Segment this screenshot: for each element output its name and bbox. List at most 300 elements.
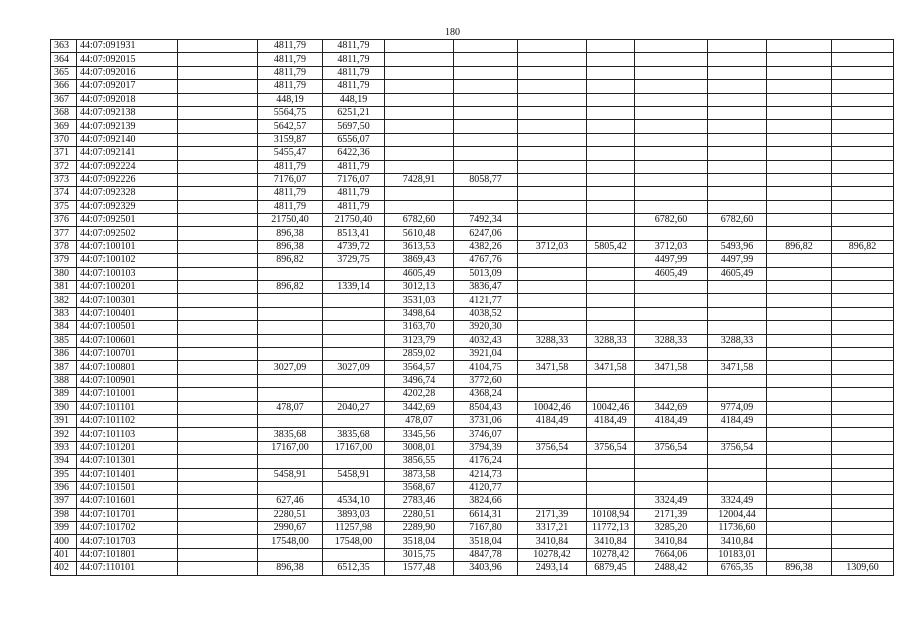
- value-cell: [635, 200, 708, 213]
- value-cell: [518, 106, 587, 119]
- value-cell: [832, 173, 894, 186]
- value-cell: 3498,64: [385, 307, 454, 320]
- value-cell: 3772,60: [454, 374, 518, 387]
- value-cell: [454, 80, 518, 93]
- value-cell: [708, 40, 767, 53]
- row-number-cell: 365: [51, 66, 77, 79]
- value-cell: [832, 455, 894, 468]
- table-row: [51, 133, 894, 146]
- value-cell: [178, 374, 258, 387]
- value-cell: 3756,54: [518, 441, 587, 454]
- value-cell: [518, 120, 587, 133]
- row-number-cell: 386: [51, 347, 77, 360]
- value-cell: 896,82: [258, 254, 323, 267]
- value-cell: [258, 548, 323, 561]
- value-cell: [587, 227, 635, 240]
- value-cell: [178, 80, 258, 93]
- value-cell: 3471,58: [635, 361, 708, 374]
- value-cell: [587, 468, 635, 481]
- value-cell: [635, 455, 708, 468]
- row-number-cell: 387: [51, 361, 77, 374]
- value-cell: [587, 281, 635, 294]
- value-cell: [587, 321, 635, 334]
- value-cell: [518, 200, 587, 213]
- value-cell: [518, 40, 587, 53]
- row-number-cell: 380: [51, 267, 77, 280]
- value-cell: [767, 160, 832, 173]
- value-cell: [635, 468, 708, 481]
- table-row: [51, 535, 894, 548]
- row-number-cell: 393: [51, 441, 77, 454]
- row-number-cell: 370: [51, 133, 77, 146]
- value-cell: 3518,04: [454, 535, 518, 548]
- value-cell: 2493,14: [518, 562, 587, 575]
- value-cell: [587, 120, 635, 133]
- value-cell: [635, 281, 708, 294]
- value-cell: [323, 374, 385, 387]
- value-cell: [635, 347, 708, 360]
- value-cell: [518, 321, 587, 334]
- value-cell: [385, 66, 454, 79]
- value-cell: [767, 495, 832, 508]
- value-cell: [767, 441, 832, 454]
- cadastral-code-cell: 44:07:110101: [77, 562, 178, 575]
- value-cell: 4811,79: [258, 40, 323, 53]
- value-cell: 4497,99: [635, 254, 708, 267]
- value-cell: 9774,09: [708, 401, 767, 414]
- value-cell: 17167,00: [258, 441, 323, 454]
- value-cell: [708, 160, 767, 173]
- row-number-cell: 363: [51, 40, 77, 53]
- value-cell: [587, 455, 635, 468]
- value-cell: [767, 200, 832, 213]
- value-cell: [258, 321, 323, 334]
- value-cell: [832, 187, 894, 200]
- value-cell: 5458,91: [323, 468, 385, 481]
- table-row: [51, 187, 894, 200]
- value-cell: [832, 106, 894, 119]
- value-cell: 4121,77: [454, 294, 518, 307]
- value-cell: 10278,42: [587, 548, 635, 561]
- value-cell: 3285,20: [635, 522, 708, 535]
- value-cell: 3410,84: [587, 535, 635, 548]
- value-cell: [708, 133, 767, 146]
- cadastral-code-cell: 44:07:100301: [77, 294, 178, 307]
- row-number-cell: 373: [51, 173, 77, 186]
- row-number-cell: 371: [51, 147, 77, 160]
- value-cell: [708, 53, 767, 66]
- value-cell: 4184,49: [518, 414, 587, 427]
- row-number-cell: 394: [51, 455, 77, 468]
- value-cell: [832, 133, 894, 146]
- value-cell: [767, 254, 832, 267]
- value-cell: [587, 294, 635, 307]
- cadastral-code-cell: 44:07:092018: [77, 93, 178, 106]
- value-cell: [635, 147, 708, 160]
- value-cell: [832, 200, 894, 213]
- value-cell: 3731,06: [454, 414, 518, 427]
- value-cell: 5013,09: [454, 267, 518, 280]
- value-cell: [587, 80, 635, 93]
- value-cell: 3403,96: [454, 562, 518, 575]
- cadastral-code-cell: 44:07:092016: [77, 66, 178, 79]
- row-number-cell: 369: [51, 120, 77, 133]
- row-number-cell: 390: [51, 401, 77, 414]
- value-cell: [518, 227, 587, 240]
- value-cell: 3893,03: [323, 508, 385, 521]
- value-cell: 3324,49: [708, 495, 767, 508]
- value-cell: 6614,31: [454, 508, 518, 521]
- value-cell: [178, 321, 258, 334]
- value-cell: [832, 347, 894, 360]
- value-cell: 12004,44: [708, 508, 767, 521]
- value-cell: 3564,57: [385, 361, 454, 374]
- value-cell: [178, 281, 258, 294]
- table-row: [51, 361, 894, 374]
- value-cell: 3471,58: [708, 361, 767, 374]
- value-cell: [178, 401, 258, 414]
- value-cell: [832, 535, 894, 548]
- value-cell: [832, 388, 894, 401]
- value-cell: [323, 388, 385, 401]
- value-cell: 5493,96: [708, 240, 767, 253]
- value-cell: [708, 481, 767, 494]
- value-cell: [178, 93, 258, 106]
- value-cell: [323, 481, 385, 494]
- cadastral-code-cell: 44:07:092329: [77, 200, 178, 213]
- value-cell: [178, 481, 258, 494]
- value-cell: 3410,84: [708, 535, 767, 548]
- value-cell: 4811,79: [323, 80, 385, 93]
- cadastral-code-cell: 44:07:101001: [77, 388, 178, 401]
- cadastral-code-cell: 44:07:101101: [77, 401, 178, 414]
- value-cell: [767, 187, 832, 200]
- value-cell: [178, 428, 258, 441]
- value-cell: 11257,98: [323, 522, 385, 535]
- table-row: [51, 508, 894, 521]
- value-cell: 7167,80: [454, 522, 518, 535]
- value-cell: 3496,74: [385, 374, 454, 387]
- value-cell: [587, 254, 635, 267]
- value-cell: [518, 214, 587, 227]
- value-cell: [385, 53, 454, 66]
- table-row: [51, 66, 894, 79]
- value-cell: [587, 160, 635, 173]
- value-cell: 896,82: [832, 240, 894, 253]
- value-cell: 8058,77: [454, 173, 518, 186]
- value-cell: [178, 200, 258, 213]
- value-cell: [454, 120, 518, 133]
- table-row: [51, 200, 894, 213]
- table-row: [51, 240, 894, 253]
- value-cell: [708, 187, 767, 200]
- value-cell: [385, 106, 454, 119]
- value-cell: [767, 281, 832, 294]
- value-cell: [178, 120, 258, 133]
- table-row: [51, 106, 894, 119]
- value-cell: [454, 187, 518, 200]
- value-cell: [385, 187, 454, 200]
- value-cell: 4382,26: [454, 240, 518, 253]
- cadastral-code-cell: 44:07:100102: [77, 254, 178, 267]
- value-cell: [832, 93, 894, 106]
- value-cell: [708, 428, 767, 441]
- value-cell: [518, 481, 587, 494]
- cadastral-code-cell: 44:07:100103: [77, 267, 178, 280]
- value-cell: 2289,90: [385, 522, 454, 535]
- value-cell: 2859,02: [385, 347, 454, 360]
- value-cell: [454, 106, 518, 119]
- value-cell: [178, 294, 258, 307]
- value-cell: 10042,46: [518, 401, 587, 414]
- value-cell: [258, 414, 323, 427]
- value-cell: [178, 334, 258, 347]
- value-cell: [767, 66, 832, 79]
- value-cell: 4176,24: [454, 455, 518, 468]
- value-cell: 3746,07: [454, 428, 518, 441]
- value-cell: 3712,03: [635, 240, 708, 253]
- value-cell: [518, 428, 587, 441]
- table-row: [51, 428, 894, 441]
- value-cell: [587, 214, 635, 227]
- value-cell: 6422,36: [323, 147, 385, 160]
- value-cell: 4605,49: [708, 267, 767, 280]
- cadastral-code-cell: 44:07:092501: [77, 214, 178, 227]
- value-cell: [518, 80, 587, 93]
- value-cell: [178, 227, 258, 240]
- cadastral-code-cell: 44:07:092138: [77, 106, 178, 119]
- value-cell: [635, 120, 708, 133]
- value-cell: [767, 548, 832, 561]
- value-cell: [385, 80, 454, 93]
- value-cell: [635, 294, 708, 307]
- value-cell: 3288,33: [708, 334, 767, 347]
- value-cell: [587, 200, 635, 213]
- value-cell: 3756,54: [708, 441, 767, 454]
- value-cell: [767, 267, 832, 280]
- value-cell: [767, 347, 832, 360]
- value-cell: [635, 106, 708, 119]
- value-cell: 4811,79: [258, 160, 323, 173]
- cadastral-code-cell: 44:07:101601: [77, 495, 178, 508]
- cadastral-code-cell: 44:07:100501: [77, 321, 178, 334]
- value-cell: 6247,06: [454, 227, 518, 240]
- value-cell: 4811,79: [258, 200, 323, 213]
- value-cell: [587, 66, 635, 79]
- value-cell: [258, 347, 323, 360]
- value-cell: [178, 307, 258, 320]
- value-cell: [178, 535, 258, 548]
- value-cell: 6782,60: [635, 214, 708, 227]
- value-cell: [178, 347, 258, 360]
- value-cell: [708, 227, 767, 240]
- value-cell: [178, 508, 258, 521]
- value-cell: 448,19: [258, 93, 323, 106]
- value-cell: [832, 281, 894, 294]
- value-cell: [832, 428, 894, 441]
- value-cell: [767, 522, 832, 535]
- cadastral-code-cell: 44:07:092140: [77, 133, 178, 146]
- value-cell: [635, 428, 708, 441]
- value-cell: [323, 548, 385, 561]
- value-cell: [708, 147, 767, 160]
- value-cell: 896,82: [258, 281, 323, 294]
- value-cell: 6879,45: [587, 562, 635, 575]
- row-number-cell: 396: [51, 481, 77, 494]
- value-cell: [178, 455, 258, 468]
- row-number-cell: 383: [51, 307, 77, 320]
- value-cell: [518, 173, 587, 186]
- value-cell: [767, 307, 832, 320]
- table-row: [51, 214, 894, 227]
- value-cell: [832, 374, 894, 387]
- value-cell: [708, 294, 767, 307]
- value-cell: [767, 133, 832, 146]
- value-cell: 3568,67: [385, 481, 454, 494]
- value-cell: 4202,28: [385, 388, 454, 401]
- value-cell: 3756,54: [587, 441, 635, 454]
- value-cell: 2488,42: [635, 562, 708, 575]
- value-cell: [767, 214, 832, 227]
- value-cell: 4184,49: [635, 414, 708, 427]
- value-cell: 2990,67: [258, 522, 323, 535]
- value-cell: 3471,58: [518, 361, 587, 374]
- value-cell: 3756,54: [635, 441, 708, 454]
- value-cell: 7176,07: [323, 173, 385, 186]
- value-cell: [635, 321, 708, 334]
- value-cell: [708, 455, 767, 468]
- value-cell: 4811,79: [258, 66, 323, 79]
- cadastral-code-cell: 44:07:101501: [77, 481, 178, 494]
- value-cell: 3015,75: [385, 548, 454, 561]
- value-cell: 11772,13: [587, 522, 635, 535]
- value-cell: [635, 93, 708, 106]
- value-cell: [518, 53, 587, 66]
- row-number-cell: 366: [51, 80, 77, 93]
- value-cell: 10183,01: [708, 548, 767, 561]
- table-row: [51, 254, 894, 267]
- value-cell: [635, 481, 708, 494]
- value-cell: [832, 53, 894, 66]
- value-cell: 4811,79: [323, 53, 385, 66]
- cadastral-code-cell: 44:07:092017: [77, 80, 178, 93]
- value-cell: [635, 307, 708, 320]
- value-cell: [454, 53, 518, 66]
- value-cell: [708, 347, 767, 360]
- value-cell: [708, 374, 767, 387]
- value-cell: [708, 468, 767, 481]
- value-cell: 8513,41: [323, 227, 385, 240]
- value-cell: 11736,60: [708, 522, 767, 535]
- value-cell: 4497,99: [708, 254, 767, 267]
- value-cell: [635, 80, 708, 93]
- value-cell: 10042,46: [587, 401, 635, 414]
- value-cell: 5458,91: [258, 468, 323, 481]
- value-cell: [587, 173, 635, 186]
- value-cell: 3317,21: [518, 522, 587, 535]
- value-cell: 3288,33: [518, 334, 587, 347]
- cadastral-code-cell: 44:07:092502: [77, 227, 178, 240]
- value-cell: [385, 133, 454, 146]
- value-cell: 10108,94: [587, 508, 635, 521]
- value-cell: [323, 267, 385, 280]
- value-cell: 896,38: [767, 562, 832, 575]
- cadastral-code-cell: 44:07:100801: [77, 361, 178, 374]
- value-cell: [587, 388, 635, 401]
- value-cell: 2280,51: [258, 508, 323, 521]
- value-cell: 1577,48: [385, 562, 454, 575]
- value-cell: 3613,53: [385, 240, 454, 253]
- value-cell: 4767,76: [454, 254, 518, 267]
- value-cell: [587, 495, 635, 508]
- value-cell: [178, 267, 258, 280]
- value-cell: [587, 374, 635, 387]
- value-cell: [518, 133, 587, 146]
- value-cell: [767, 481, 832, 494]
- row-number-cell: 385: [51, 334, 77, 347]
- value-cell: [767, 388, 832, 401]
- value-cell: [518, 160, 587, 173]
- row-number-cell: 398: [51, 508, 77, 521]
- value-cell: [767, 106, 832, 119]
- value-cell: [708, 388, 767, 401]
- value-cell: [385, 147, 454, 160]
- value-cell: [454, 93, 518, 106]
- value-cell: 8504,43: [454, 401, 518, 414]
- table-row: [51, 147, 894, 160]
- value-cell: [635, 173, 708, 186]
- value-cell: [767, 428, 832, 441]
- value-cell: [518, 374, 587, 387]
- value-cell: [518, 187, 587, 200]
- value-cell: [178, 468, 258, 481]
- value-cell: [708, 307, 767, 320]
- cadastral-code-cell: 44:07:100201: [77, 281, 178, 294]
- value-cell: [767, 374, 832, 387]
- table-row: [51, 522, 894, 535]
- value-cell: 3835,68: [258, 428, 323, 441]
- value-cell: [635, 53, 708, 66]
- table-row: [51, 267, 894, 280]
- value-cell: 4038,52: [454, 307, 518, 320]
- value-cell: 3442,69: [635, 401, 708, 414]
- value-cell: [587, 347, 635, 360]
- value-cell: 478,07: [385, 414, 454, 427]
- table-row: [51, 347, 894, 360]
- value-cell: [767, 53, 832, 66]
- cadastral-code-cell: 44:07:101102: [77, 414, 178, 427]
- value-cell: 6512,35: [323, 562, 385, 575]
- value-cell: [385, 200, 454, 213]
- value-cell: 2171,39: [518, 508, 587, 521]
- value-cell: [832, 548, 894, 561]
- value-cell: 5455,47: [258, 147, 323, 160]
- value-cell: [178, 214, 258, 227]
- value-cell: [767, 173, 832, 186]
- value-cell: [832, 147, 894, 160]
- cadastral-code-cell: 44:07:101201: [77, 441, 178, 454]
- value-cell: [708, 66, 767, 79]
- value-cell: 3729,75: [323, 254, 385, 267]
- table-row: [51, 294, 894, 307]
- row-number-cell: 368: [51, 106, 77, 119]
- value-cell: [587, 147, 635, 160]
- value-cell: 5805,42: [587, 240, 635, 253]
- value-cell: [178, 361, 258, 374]
- value-cell: [767, 455, 832, 468]
- value-cell: 4368,24: [454, 388, 518, 401]
- value-cell: [708, 321, 767, 334]
